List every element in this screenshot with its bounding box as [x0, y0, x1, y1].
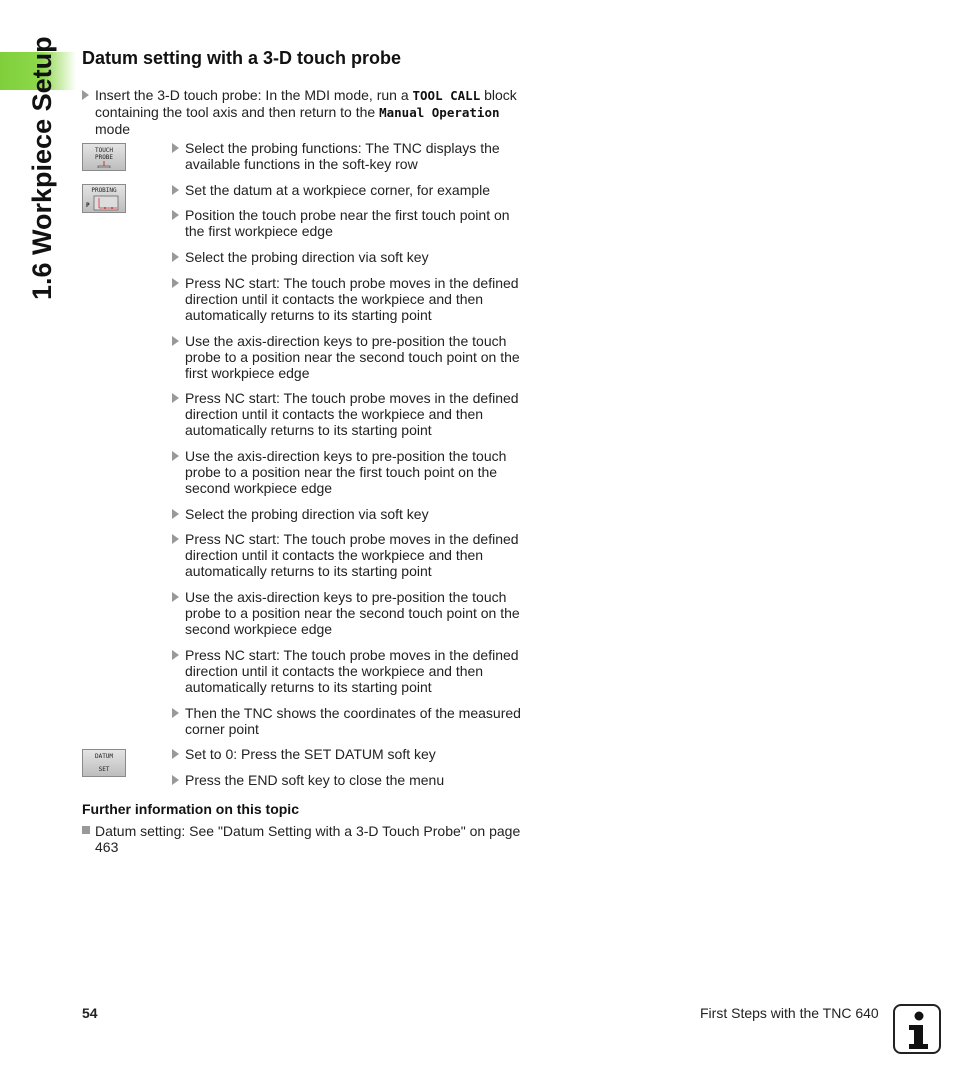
bullet-triangle-icon [172, 775, 179, 785]
further-info-line: 463 [95, 839, 119, 855]
step-item [172, 182, 532, 198]
step-line: Set to 0: Press the SET DATUM soft key [185, 746, 436, 762]
tool-call-code: TOOL CALL [412, 88, 481, 103]
step-line: Press NC start: The touch probe moves in the defined [185, 275, 519, 291]
step-item [172, 207, 532, 239]
step-line: automatically returns to its starting point [185, 563, 432, 579]
step-line: Press NC start: The touch probe moves in the defined [185, 531, 519, 547]
bullet-triangle-icon [172, 393, 179, 403]
bullet-triangle-icon [172, 252, 179, 262]
step-line: Use the axis-direction keys to pre-position the touch [185, 448, 507, 464]
step-item [172, 705, 532, 737]
further-info-item [82, 823, 532, 855]
step-line: automatically returns to its starting point [185, 307, 432, 323]
bullet-triangle-icon [172, 534, 179, 544]
further-info-line: Datum setting: See "Datum Setting with a 3-D Touch Probe" on page [95, 823, 521, 839]
page-number: 54 [82, 1005, 98, 1021]
intro-text-3: containing the tool axis and then return to the [95, 104, 380, 120]
softkey-label-1: TOUCH [94, 147, 114, 154]
step-line: the first workpiece edge [185, 223, 333, 239]
step-line: Press NC start: The touch probe moves in the defined [185, 390, 519, 406]
intro-text-2: block [480, 87, 517, 103]
info-icon [893, 1004, 941, 1054]
step-line: Select the probing functions: The TNC displays the [185, 140, 500, 156]
step-line: Use the axis-direction keys to pre-position the touch [185, 333, 507, 349]
step-item [172, 333, 532, 381]
softkey-label-set: SET [98, 766, 110, 773]
step-item [172, 746, 532, 762]
step-line: direction until it contacts the workpiece and then [185, 547, 484, 563]
section-heading: Datum setting with a 3-D touch probe [82, 48, 402, 68]
corner-probing-icon [93, 195, 119, 211]
step-line: corner point [185, 721, 259, 737]
bullet-triangle-icon [172, 749, 179, 759]
probing-softkey[interactable] [82, 184, 126, 213]
touch-probe-icon [94, 161, 114, 168]
step-line: Select the probing direction via soft key [185, 506, 429, 522]
softkey-label-2: PROBE [94, 154, 114, 161]
datum-set-softkey[interactable] [82, 749, 126, 777]
bullet-triangle-icon [172, 143, 179, 153]
step-item [172, 448, 532, 496]
step-item [172, 647, 532, 695]
step-line: Set the datum at a workpiece corner, for example [185, 182, 491, 198]
bullet-triangle-icon [172, 278, 179, 288]
step-line: automatically returns to its starting point [185, 679, 432, 695]
step-item [172, 531, 532, 579]
step-item [172, 249, 532, 265]
bullet-triangle-icon [172, 592, 179, 602]
step-line: Press the END soft key to close the menu [185, 772, 445, 788]
step-line: automatically returns to its starting point [185, 422, 432, 438]
further-info-heading: Further information on this topic [82, 801, 299, 817]
step-item [172, 275, 532, 323]
step-line: Use the axis-direction keys to pre-position the touch [185, 589, 507, 605]
step-line: second workpiece edge [185, 480, 333, 496]
softkey-label-probing: PROBING [91, 187, 117, 194]
step-line: Select the probing direction via soft key [185, 249, 429, 265]
bullet-triangle-icon [172, 650, 179, 660]
step-line: direction until it contacts the workpiece and then [185, 406, 484, 422]
step-line: available functions in the soft-key row [185, 156, 418, 172]
softkey-label-datum: DATUM [94, 753, 114, 760]
step-line: Position the touch probe near the first touch point on [185, 207, 510, 223]
step-line: probe to a position near the second touch point on the [185, 349, 520, 365]
softkey-label-p: P [86, 202, 90, 209]
step-line: first workpiece edge [185, 365, 310, 381]
step-item [172, 589, 532, 637]
step-line: direction until it contacts the workpiece and then [185, 663, 484, 679]
step-item [172, 390, 532, 438]
step-line: second workpiece edge [185, 621, 333, 637]
footer-title: First Steps with the TNC 640 [700, 1005, 879, 1021]
step-item [172, 506, 532, 522]
step-line: Then the TNC shows the coordinates of the measured [185, 705, 521, 721]
touch-probe-softkey[interactable] [82, 143, 126, 171]
bullet-triangle-icon [172, 509, 179, 519]
step-line: Press NC start: The touch probe moves in the defined [185, 647, 519, 663]
bullet-triangle-icon [172, 451, 179, 461]
step-item [172, 140, 532, 172]
step-line: probe to a position near the first touch point on the [185, 464, 498, 480]
bullet-triangle-icon [172, 336, 179, 346]
intro-text-4: mode [95, 121, 131, 137]
chapter-title: 1.6 Workpiece Setup [27, 36, 57, 300]
intro-text-1: Insert the 3-D touch probe: In the MDI mode, run a [95, 87, 413, 103]
intro-step [82, 87, 532, 137]
step-item [172, 772, 532, 788]
bullet-triangle-icon [172, 185, 179, 195]
manual-operation-code: Manual Operation [379, 105, 500, 120]
bullet-triangle-icon [82, 90, 89, 100]
info-i-glyph [895, 1006, 939, 1052]
step-line: probe to a position near the second touch point on the [185, 605, 520, 621]
step-line: direction until it contacts the workpiece and then [185, 291, 484, 307]
bullet-triangle-icon [172, 708, 179, 718]
bullet-triangle-icon [172, 210, 179, 220]
